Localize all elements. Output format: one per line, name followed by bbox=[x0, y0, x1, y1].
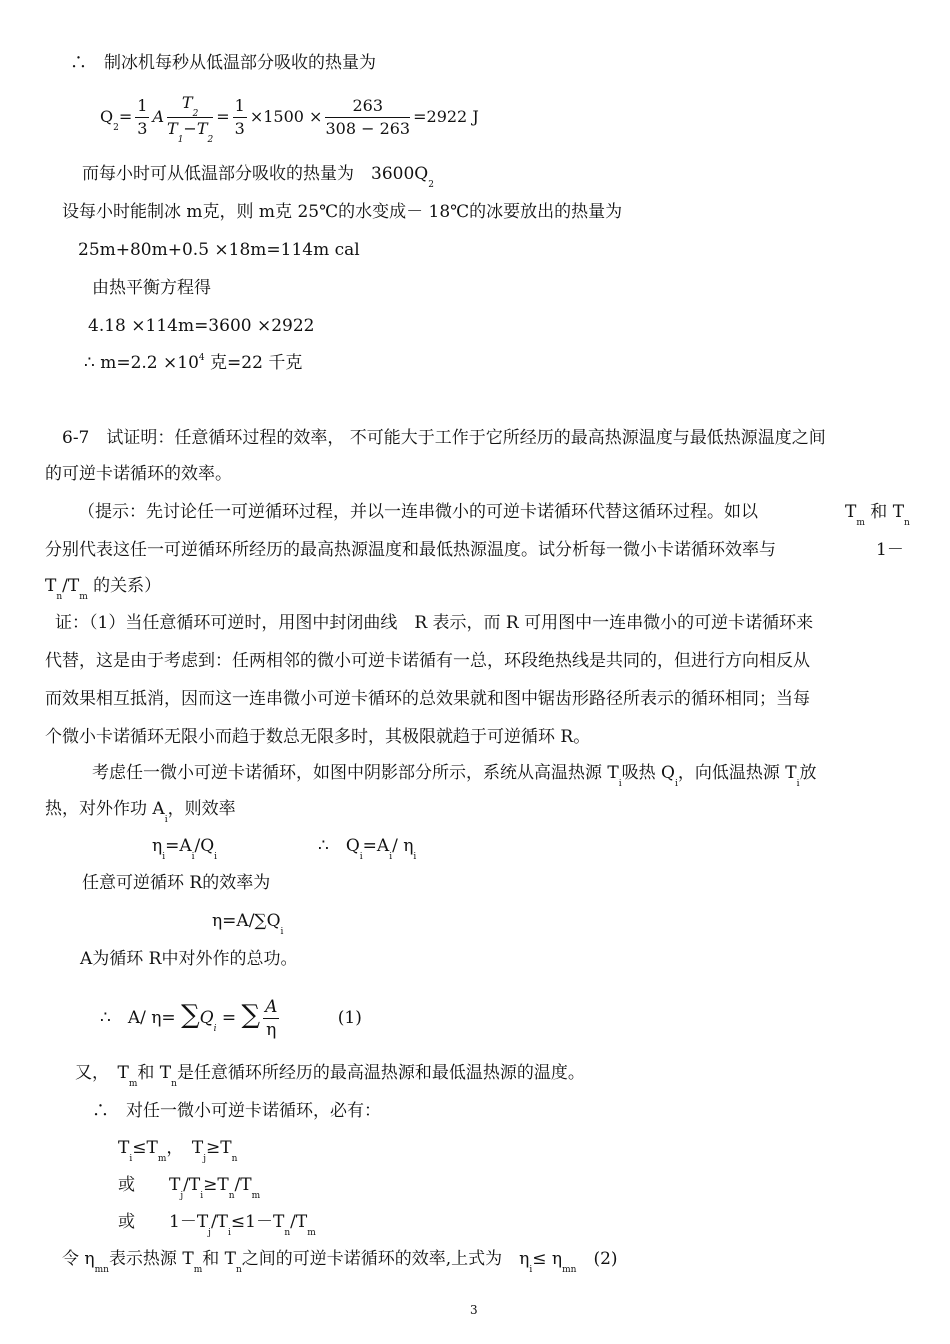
hint-line bbox=[45, 575, 161, 600]
proof-line: 而效果相互抵消，因而这一连串微小可逆卡循环的总效果就和图中锯齿形路径所表示的循环相同；当每 bbox=[45, 689, 810, 709]
text: 热，对外作功 A bbox=[45, 799, 165, 819]
text: 放 bbox=[799, 763, 817, 783]
text: ，向低温热源 T bbox=[677, 763, 797, 783]
subscript: n bbox=[56, 592, 63, 602]
subscript: m bbox=[157, 1154, 167, 1164]
subscript: n bbox=[228, 1191, 235, 1201]
text-line bbox=[82, 163, 434, 188]
subscript: j bbox=[208, 1228, 211, 1238]
text: T bbox=[118, 1138, 130, 1158]
subscript: i bbox=[162, 852, 166, 862]
text: ∴ m=2.2 ×10 bbox=[84, 353, 199, 373]
subscript: i bbox=[164, 815, 168, 825]
inequality-line bbox=[118, 1211, 316, 1236]
subscript: m bbox=[193, 1265, 203, 1275]
fraction-denominator: 308 − 263 bbox=[325, 119, 411, 138]
subscript: m bbox=[251, 1191, 261, 1201]
superscript: 4 bbox=[198, 353, 205, 363]
fraction-numerator bbox=[167, 92, 213, 118]
text: 考虑任一微小可逆卡诺循环，如图中阴影部分所示，系统从高温热源 T bbox=[92, 763, 619, 783]
proof-line: 证：（1）当任意循环可逆时，用图中封闭曲线 R 表示，而 R 可用图中一连串微小的可逆卡诺循环来 bbox=[55, 613, 814, 633]
text: 表示热源 T bbox=[108, 1249, 194, 1269]
proof-line bbox=[75, 1062, 585, 1087]
fraction-1-3 bbox=[135, 95, 149, 140]
t2-sub: 2 bbox=[207, 135, 214, 145]
text-line: 4.18 ×114m=3600 ×2922 bbox=[88, 316, 315, 336]
subscript: i bbox=[389, 852, 393, 862]
text: ≥T bbox=[203, 1175, 229, 1195]
t2-label: T bbox=[196, 119, 208, 138]
t2-sub: 2 bbox=[192, 109, 199, 119]
text: 之间的可逆卡诺循环的效率,上式为 η bbox=[241, 1249, 530, 1269]
text: Q bbox=[199, 1008, 214, 1028]
subscript: i bbox=[674, 779, 678, 789]
sigma-icon: ∑ bbox=[241, 1000, 261, 1030]
fraction-t bbox=[167, 92, 213, 143]
subscript: n bbox=[235, 1265, 242, 1275]
hint-line: （提示：先讨论任一可逆循环过程，并以一连串微小的可逆卡诺循环代替这循环过程。如以 bbox=[78, 502, 758, 522]
text: 吸热 Q bbox=[621, 763, 675, 783]
problem-title: 6-7 试证明：任意循环过程的效率， 不可能大于工作于它所经历的最高热源温度与最低热源温度之间 bbox=[62, 428, 826, 448]
subscript: m bbox=[307, 1228, 316, 1238]
text: 的关系） bbox=[87, 576, 162, 596]
text: /T bbox=[210, 1212, 229, 1232]
subscript: i bbox=[618, 779, 622, 789]
inequality-line bbox=[118, 1137, 237, 1162]
proof-line bbox=[92, 762, 817, 787]
proof-line bbox=[45, 798, 236, 823]
proof-line: 个微小卡诺循环无限小而趋于数总无限多时，其极限就趋于可逆循环 R。 bbox=[45, 727, 591, 747]
sigma-icon: ∑ bbox=[181, 1000, 200, 1030]
text-line: ∴ 制冰机每秒从低温部分吸收的热量为 bbox=[70, 53, 376, 73]
text: ， T bbox=[166, 1138, 204, 1158]
text: ≤ η bbox=[532, 1249, 563, 1269]
text: /T bbox=[290, 1212, 308, 1232]
formula-a: A bbox=[152, 107, 165, 126]
fraction-numerator: 1 bbox=[135, 95, 149, 118]
text-line: 的可逆卡诺循环的效率。 bbox=[45, 464, 232, 484]
equation-number: (1) bbox=[337, 1008, 362, 1028]
text: = bbox=[221, 1008, 237, 1028]
fraction-numerator: 263 bbox=[325, 95, 410, 118]
subscript: i bbox=[129, 1154, 133, 1164]
text: T bbox=[45, 576, 57, 596]
formula-q-sub: 2 bbox=[113, 123, 119, 133]
text-line: 由热平衡方程得 bbox=[92, 278, 211, 298]
text: 令 η bbox=[62, 1249, 95, 1269]
text: ≤1－T bbox=[230, 1212, 285, 1232]
subscript: j bbox=[203, 1154, 207, 1164]
proof-line: ∴ 对任一微小可逆卡诺循环，必有： bbox=[92, 1101, 381, 1121]
subscript: n bbox=[231, 1154, 238, 1164]
equation-line bbox=[152, 835, 217, 860]
subscript: i bbox=[280, 927, 284, 937]
subscript: mn bbox=[562, 1265, 577, 1275]
text: 克=22 千克 bbox=[204, 353, 303, 373]
proof-line: 任意可逆循环 R的效率为 bbox=[82, 873, 271, 893]
text: ∴ Q bbox=[318, 836, 360, 856]
formula-eq: = bbox=[118, 107, 133, 126]
proof-line: A为循环 R中对外作的总功。 bbox=[80, 949, 298, 969]
equation-line bbox=[212, 910, 283, 935]
subscript: i bbox=[191, 852, 195, 862]
equation-1 bbox=[100, 996, 362, 1041]
subscript: i bbox=[213, 1024, 217, 1034]
text: T bbox=[845, 502, 857, 522]
subscript: i bbox=[796, 779, 800, 789]
fraction-denominator: 3 bbox=[234, 119, 245, 138]
formula-times: ×1500 × bbox=[249, 107, 323, 126]
text: ，则效率 bbox=[167, 799, 236, 819]
text: /T bbox=[234, 1175, 252, 1195]
hint-line bbox=[845, 501, 910, 526]
fraction-263 bbox=[325, 95, 410, 140]
page-number: 3 bbox=[470, 1303, 478, 1317]
t2-label: T bbox=[181, 93, 193, 112]
subscript: n bbox=[171, 1079, 177, 1089]
text: (2) bbox=[576, 1249, 618, 1269]
text: / η bbox=[392, 836, 414, 856]
text: 是任意循环所经历的最高温热源和最低温热源的温度。 bbox=[176, 1063, 585, 1083]
subscript: i bbox=[529, 1265, 533, 1275]
subscript: m bbox=[79, 592, 88, 602]
proof-line bbox=[62, 1248, 618, 1273]
hint-line: 分别代表这任一可逆循环所经历的最高热源温度和最低热源温度。试分析每一微小卡诺循环效率与 bbox=[45, 540, 776, 560]
fraction-a-eta bbox=[263, 996, 279, 1041]
text-line: 设每小时能制冰 m克，则 m克 25℃的水变成－ 18℃的冰要放出的热量为 bbox=[62, 202, 623, 222]
subscript: n bbox=[904, 518, 910, 528]
subscript: n bbox=[284, 1228, 291, 1238]
subscript: 2 bbox=[428, 180, 434, 190]
text: 和 T bbox=[202, 1249, 236, 1269]
text-line bbox=[84, 352, 302, 377]
fraction-numerator: A bbox=[265, 997, 278, 1017]
fraction-1-3 bbox=[233, 95, 247, 140]
subscript: i bbox=[228, 1228, 231, 1238]
text: 又， T bbox=[75, 1063, 129, 1083]
fraction-denominator: 3 bbox=[137, 119, 148, 138]
text: 而每小时可从低温部分吸收的热量为 3600Q bbox=[82, 164, 429, 184]
t1-label: T bbox=[167, 119, 178, 138]
text: /Q bbox=[194, 836, 215, 856]
minus-sign: − bbox=[183, 119, 197, 138]
subscript: j bbox=[180, 1191, 184, 1201]
t1-sub: 1 bbox=[177, 135, 184, 145]
inequality-line bbox=[118, 1174, 260, 1199]
text: ∴ A/ η= bbox=[100, 1008, 176, 1028]
formula-eq: = bbox=[216, 107, 230, 126]
text: η bbox=[152, 836, 163, 856]
text: ≥T bbox=[206, 1138, 232, 1158]
text: 和 T bbox=[864, 502, 905, 522]
formula-result: =2922 J bbox=[413, 107, 479, 126]
hint-line: 1－ bbox=[876, 540, 904, 560]
subscript: mn bbox=[94, 1265, 109, 1275]
subscript: m bbox=[856, 518, 865, 528]
subscript: i bbox=[359, 852, 363, 862]
text: =A bbox=[165, 836, 192, 856]
fraction-denominator bbox=[167, 118, 213, 143]
subscript: i bbox=[200, 1191, 204, 1201]
subscript: i bbox=[413, 852, 417, 862]
subscript: i bbox=[214, 852, 218, 862]
formula-q2 bbox=[100, 92, 479, 143]
formula-q: Q bbox=[100, 107, 114, 126]
equation-line bbox=[318, 835, 416, 860]
fraction-numerator: 1 bbox=[233, 95, 247, 118]
text: η=A/∑Q bbox=[212, 911, 281, 931]
text: 和 T bbox=[137, 1063, 172, 1083]
text-line: 25m+80m+0.5 ×18m=114m cal bbox=[78, 240, 360, 260]
subscript: m bbox=[128, 1079, 138, 1089]
text: /T bbox=[183, 1175, 201, 1195]
text: ≤T bbox=[132, 1138, 158, 1158]
text: /T bbox=[62, 576, 80, 596]
text: 或 1－T bbox=[118, 1212, 209, 1232]
text: 或 T bbox=[118, 1175, 181, 1195]
fraction-denominator: η bbox=[266, 1020, 277, 1040]
text: =A bbox=[362, 836, 390, 856]
proof-line: 代替，这是由于考虑到：任两相邻的微小可逆卡诺循有一总，环段绝热线是共同的，但进行方向相反从 bbox=[45, 651, 810, 671]
